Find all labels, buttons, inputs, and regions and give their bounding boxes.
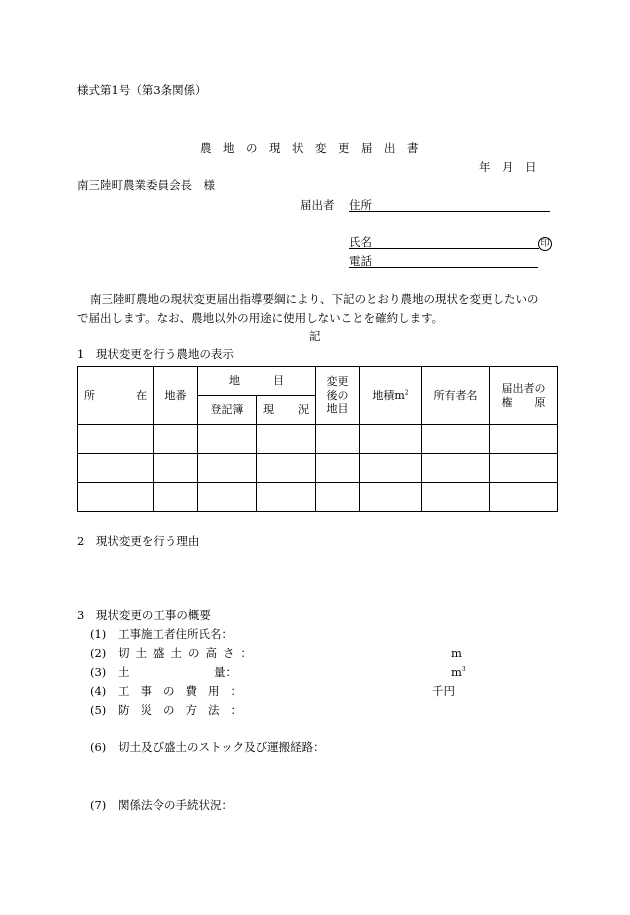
item3-number: (3) — [90, 665, 107, 679]
table-cell[interactable] — [257, 454, 316, 483]
table-cell[interactable] — [198, 425, 257, 454]
table-cell[interactable] — [78, 454, 154, 483]
table-cell[interactable] — [490, 483, 558, 512]
item2-label: 切土盛土の高さ： — [118, 646, 258, 660]
address-label: 住所 — [349, 198, 372, 212]
table-cell[interactable] — [360, 454, 422, 483]
table-cell[interactable] — [360, 425, 422, 454]
date-field: 年 月 日 — [479, 160, 537, 174]
table-row — [78, 425, 558, 454]
header-current: 現 況 — [257, 396, 316, 425]
table-cell[interactable] — [316, 454, 360, 483]
header-category-after: 変更 後の 地目 — [316, 367, 360, 425]
table-cell[interactable] — [78, 483, 154, 512]
form-number: 様式第1号（第3条関係） — [77, 83, 207, 97]
header-lot-number: 地番 — [154, 367, 198, 425]
table-cell[interactable] — [154, 454, 198, 483]
header-location: 所 在 — [78, 367, 154, 425]
table-row — [78, 454, 558, 483]
table-cell[interactable] — [316, 483, 360, 512]
address-line — [349, 211, 550, 212]
phone-label: 電話 — [349, 254, 372, 268]
farmland-table — [77, 366, 558, 512]
header-area: 地積$m^2$ — [360, 367, 422, 425]
table-cell[interactable] — [422, 425, 490, 454]
phone-line — [349, 267, 538, 268]
document-title: 農 地 の 現 状 変 更 届 出 書 — [200, 141, 419, 155]
table-cell[interactable] — [154, 425, 198, 454]
name-label: 氏名 — [349, 235, 372, 249]
addressee: 南三陸町農業委員会長 様 — [77, 178, 215, 192]
section2-heading: 2 現状変更を行う理由 — [77, 534, 200, 548]
ki-label: 記 — [309, 329, 321, 343]
table-cell[interactable] — [422, 483, 490, 512]
item6-label: 切土及び盛土のストック及び運搬経路： — [118, 740, 325, 754]
name-line — [349, 248, 539, 249]
table-cell[interactable] — [316, 425, 360, 454]
item7-label: 関係法令の手続状況： — [118, 798, 233, 812]
header-registry: 登記簿 — [198, 396, 257, 425]
header-rights: 届出者の 権 原 — [490, 367, 558, 425]
item4-unit: 千円 — [432, 684, 455, 698]
table-cell[interactable] — [154, 483, 198, 512]
table-cell[interactable] — [198, 483, 257, 512]
table-cell[interactable] — [360, 483, 422, 512]
header-land-category: 地 目 — [198, 367, 316, 396]
table-cell[interactable] — [78, 425, 154, 454]
seal-mark: 印 — [538, 237, 552, 251]
table-cell[interactable] — [257, 425, 316, 454]
section1-heading: 1 現状変更を行う農地の表示 — [77, 347, 234, 361]
paragraph-line-2: で届出します。なお、農地以外の用途に使用しないことを確約します。 — [77, 311, 444, 325]
table-cell[interactable] — [490, 425, 558, 454]
item1-number: (1) — [90, 627, 107, 641]
item2-unit: m — [451, 646, 462, 660]
table-cell[interactable] — [490, 454, 558, 483]
item1-label: 工事施工者住所氏名： — [118, 627, 233, 641]
item3-unit: $m^3$ — [451, 665, 466, 679]
item4-label: 工事の費用： — [118, 684, 253, 698]
item5-number: (5) — [90, 703, 107, 717]
table-cell[interactable] — [257, 483, 316, 512]
item3-label-b: 量： — [214, 665, 237, 679]
item3-label-a: 土 — [118, 665, 130, 679]
item7-number: (7) — [90, 798, 107, 812]
table-row — [78, 483, 558, 512]
item5-label: 防災の方法： — [118, 703, 253, 717]
header-owner: 所有者名 — [422, 367, 490, 425]
section3-heading: 3 現状変更の工事の概要 — [77, 608, 211, 622]
item4-number: (4) — [90, 684, 107, 698]
item6-number: (6) — [90, 740, 107, 754]
item2-number: (2) — [90, 646, 107, 660]
paragraph-line-1: 南三陸町農地の現状変更届出指導要綱により、下記のとおり農地の現状を変更したいの — [90, 292, 539, 306]
applicant-label: 届出者 — [300, 198, 335, 212]
table-cell[interactable] — [422, 454, 490, 483]
table-cell[interactable] — [198, 454, 257, 483]
